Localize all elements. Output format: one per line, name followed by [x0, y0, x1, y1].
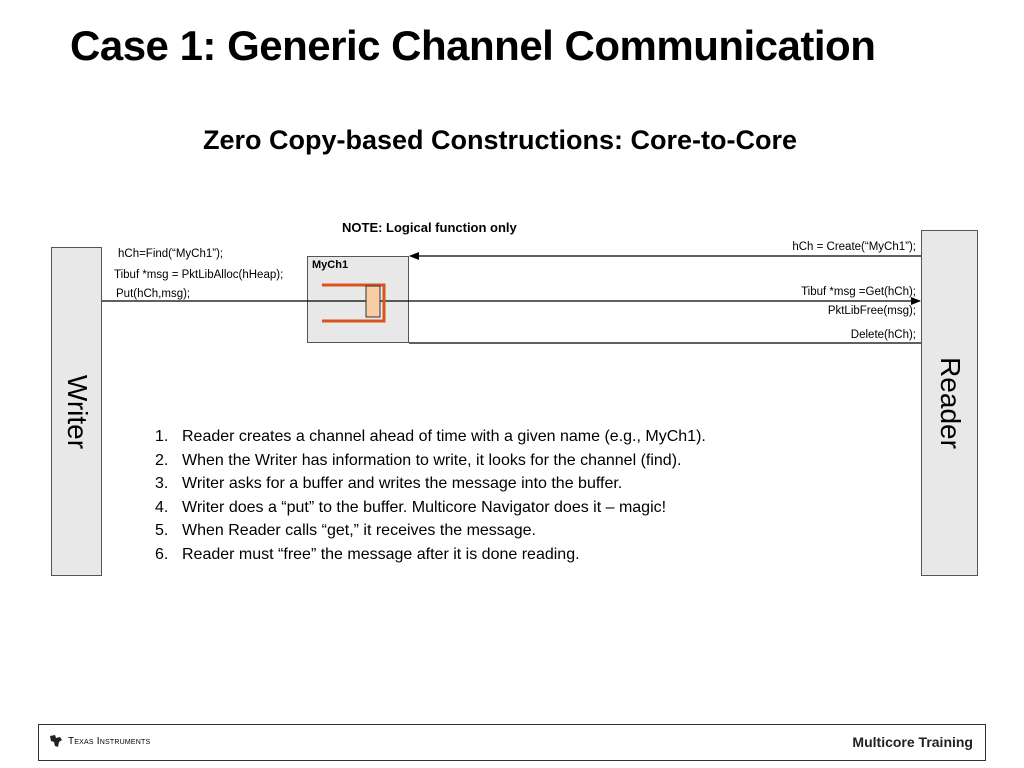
writer-call-alloc: Tibuf *msg = PktLibAlloc(hHeap);	[114, 269, 284, 281]
page-title: Case 1: Generic Channel Communication	[70, 22, 876, 69]
buffer-shape	[366, 286, 380, 317]
step-item: 3. Writer asks for a buffer and writes the message into the buffer.	[155, 475, 623, 493]
footer-course-name: Multicore Training	[852, 734, 973, 750]
step-item: 2. When the Writer has information to write, it looks for the channel (find).	[155, 451, 682, 469]
step-item: 1. Reader creates a channel ahead of time with a given name (e.g., MyCh1).	[155, 428, 706, 445]
writer-label: Writer	[61, 374, 93, 449]
steps-list	[155, 425, 706, 567]
ti-logo-text: Texas Instruments	[68, 735, 151, 747]
step-item: 6. Reader must “free” the message after it is done reading.	[155, 545, 580, 563]
footer-bar	[38, 724, 986, 761]
reader-call-get: Tibuf *msg =Get(hCh);	[801, 286, 916, 298]
reader-call-delete: Delete(hCh);	[850, 329, 916, 341]
reader-label: Reader	[934, 357, 966, 449]
channel-label: MyCh1	[312, 259, 349, 271]
step-item: 4. Writer does a “put” to the buffer. Multicore Navigator does it – magic!	[155, 498, 667, 516]
ti-logo-icon	[49, 734, 63, 748]
reader-call-create: hCh = Create(“MyCh1”);	[792, 241, 916, 253]
reader-call-free: PktLibFree(msg);	[827, 305, 916, 317]
note-label: NOTE: Logical function only	[342, 220, 517, 235]
writer-call-put: Put(hCh,msg);	[116, 288, 191, 300]
ti-logo	[49, 734, 150, 748]
writer-call-find: hCh=Find(“MyCh1”);	[118, 248, 224, 260]
step-item: 5. When Reader calls “get,” it receives the message.	[155, 522, 536, 540]
page-subtitle: Zero Copy-based Constructions: Core-to-Core	[202, 125, 798, 155]
